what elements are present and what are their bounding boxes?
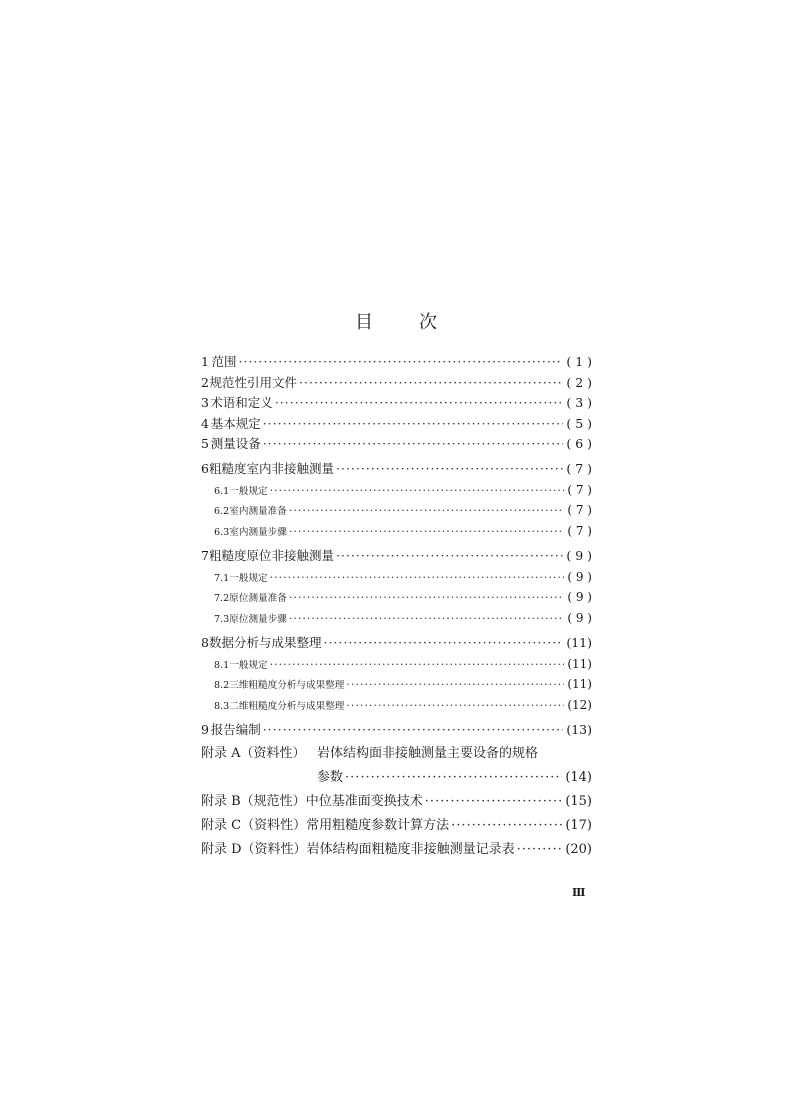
- table-of-contents: [201, 352, 592, 862]
- entry-page: ( 7 ): [567, 482, 592, 497]
- entry-label: 一般规定: [229, 659, 268, 671]
- entry-label: 粗糙度室内非接触测量: [208, 460, 334, 476]
- toc-entry-7-3[interactable]: [201, 608, 592, 629]
- entry-page: (11): [566, 634, 592, 650]
- leader-dots: [323, 633, 563, 654]
- entry-number: 8: [201, 634, 209, 650]
- entry-page: ( 7 ): [567, 524, 592, 539]
- entry-label: 室内测量步骤: [229, 527, 287, 539]
- appendix-tag: 附录 C（资料性）: [201, 817, 307, 833]
- entry-number: 6: [201, 460, 209, 476]
- entry-number: 7.1: [214, 572, 230, 584]
- entry-label: 规范性引用文件: [209, 374, 298, 390]
- entry-page: ( 6 ): [566, 436, 592, 452]
- leader-dots: [336, 459, 563, 480]
- toc-appendix-b[interactable]: [201, 790, 592, 814]
- entry-number: 2: [201, 374, 209, 390]
- entry-page: (11): [567, 656, 592, 671]
- leader-dots: [263, 414, 564, 435]
- leader-dots: [336, 546, 563, 567]
- toc-entry-6-3[interactable]: [201, 521, 592, 542]
- entry-number: 7.2: [214, 593, 230, 605]
- entry-number: 6.3: [214, 527, 230, 539]
- entry-page: ( 2 ): [566, 374, 592, 390]
- entry-label: 术语和定义: [210, 395, 273, 411]
- toc-entry-6-2[interactable]: [201, 500, 592, 521]
- toc-entry-5[interactable]: [201, 434, 592, 455]
- entry-page: ( 9 ): [567, 569, 592, 584]
- appendix-tag: 附录 D（资料性）: [201, 841, 307, 857]
- entry-label: 基本规定: [210, 415, 261, 431]
- appendix-tag: 附录 A（资料性）: [201, 745, 306, 761]
- entry-label: 数据分析与成果整理: [208, 634, 322, 650]
- entry-page: ( 5 ): [566, 415, 592, 431]
- entry-page: ( 7 ): [567, 503, 592, 518]
- appendix-tag: 附录 B（规范性）: [201, 793, 306, 809]
- appendix-list: [201, 742, 592, 862]
- entry-number: 9: [201, 721, 209, 737]
- toc-entry-8-1[interactable]: [201, 654, 592, 675]
- entry-number: 5: [201, 436, 209, 452]
- toc-title-right: 次: [419, 312, 437, 333]
- leader-dots: [289, 609, 565, 630]
- leader-dots: [299, 373, 563, 394]
- leader-dots: [270, 481, 565, 502]
- toc-title: [0, 308, 792, 334]
- appendix-label: 常用粗糙度参数计算方法: [306, 817, 450, 833]
- leader-dots: [289, 588, 565, 609]
- appendix-label: 中位基准面变换技术: [305, 793, 423, 809]
- entry-number: 4: [201, 415, 209, 431]
- entry-number: 6.2: [214, 506, 230, 518]
- entry-page: (12): [567, 698, 592, 713]
- toc-appendix-a-cont[interactable]: [201, 766, 592, 790]
- appendix-page: (14): [565, 769, 592, 785]
- entry-page: (13): [566, 721, 592, 737]
- toc-entry-1[interactable]: [201, 352, 592, 373]
- leader-dots: [345, 766, 562, 790]
- appendix-label-cont: 参数: [317, 769, 344, 785]
- toc-entry-3[interactable]: [201, 393, 592, 414]
- entry-label: 范围: [211, 354, 237, 369]
- toc-entry-2[interactable]: [201, 373, 592, 394]
- leader-dots: [517, 838, 563, 862]
- leader-dots: [289, 501, 565, 522]
- entry-page: ( 3 ): [566, 395, 592, 411]
- appendix-label: 岩体结构面非接触测量主要设备的规格: [317, 745, 539, 761]
- leader-dots: [263, 720, 564, 741]
- appendix-page: (15): [565, 793, 592, 809]
- appendix-label: 岩体结构面粗糙度非接触测量记录表: [306, 841, 515, 857]
- entry-label: 三维粗糙度分析与成果整理: [229, 680, 345, 692]
- leader-dots: [263, 434, 564, 455]
- leader-dots: [425, 790, 563, 814]
- toc-entry-7[interactable]: [201, 546, 592, 567]
- entry-label: 二维粗糙度分析与成果整理: [229, 701, 345, 713]
- leader-dots: [275, 393, 564, 414]
- entry-number: 8.3: [214, 701, 230, 713]
- toc-entry-6-1[interactable]: [201, 480, 592, 501]
- entry-number: 3: [201, 395, 209, 411]
- toc-entry-6[interactable]: [201, 459, 592, 480]
- entry-number: 8.1: [214, 659, 230, 671]
- leader-dots: [346, 696, 564, 717]
- toc-entry-8[interactable]: [201, 633, 592, 654]
- toc-entry-9[interactable]: [201, 720, 592, 741]
- entry-label: 粗糙度原位非接触测量: [208, 547, 334, 563]
- entry-label: 测量设备: [210, 436, 261, 452]
- toc-entry-8-3[interactable]: [201, 695, 592, 716]
- entry-label: 一般规定: [229, 485, 268, 497]
- page-folio: Ⅲ: [572, 886, 586, 899]
- toc-entry-7-2[interactable]: [201, 587, 592, 608]
- entry-number: 1: [201, 354, 209, 369]
- entry-number: 7.3: [214, 614, 230, 626]
- entry-number: 8.2: [214, 680, 230, 692]
- entry-page: ( 9 ): [567, 611, 592, 626]
- leader-dots: [238, 352, 563, 373]
- entry-label: 原位测量准备: [229, 593, 287, 605]
- leader-dots: [270, 568, 565, 589]
- toc-appendix-a[interactable]: [201, 742, 592, 766]
- toc-entry-7-1[interactable]: [201, 567, 592, 588]
- entry-label: 室内测量准备: [229, 506, 287, 518]
- toc-title-left: 目: [355, 312, 373, 333]
- entry-page: ( 1 ): [566, 354, 592, 369]
- entry-label: 一般规定: [229, 572, 268, 584]
- appendix-page: (17): [565, 817, 592, 833]
- leader-dots: [289, 522, 565, 543]
- leader-dots: [270, 655, 565, 676]
- leader-dots: [346, 675, 564, 696]
- entry-page: ( 7 ): [566, 460, 592, 476]
- entry-number: 6.1: [214, 485, 230, 497]
- toc-entry-4[interactable]: [201, 414, 592, 435]
- toc-entry-8-2[interactable]: [201, 674, 592, 695]
- entry-label: 原位测量步骤: [229, 614, 287, 626]
- entry-page: (11): [567, 677, 592, 692]
- toc-appendix-d[interactable]: [201, 838, 592, 862]
- entry-page: ( 9 ): [567, 590, 592, 605]
- entry-label: 报告编制: [210, 721, 261, 737]
- toc-appendix-c[interactable]: [201, 814, 592, 838]
- appendix-page: (20): [565, 841, 592, 857]
- entry-number: 7: [201, 547, 209, 563]
- entry-page: ( 9 ): [566, 547, 592, 563]
- leader-dots: [451, 814, 562, 838]
